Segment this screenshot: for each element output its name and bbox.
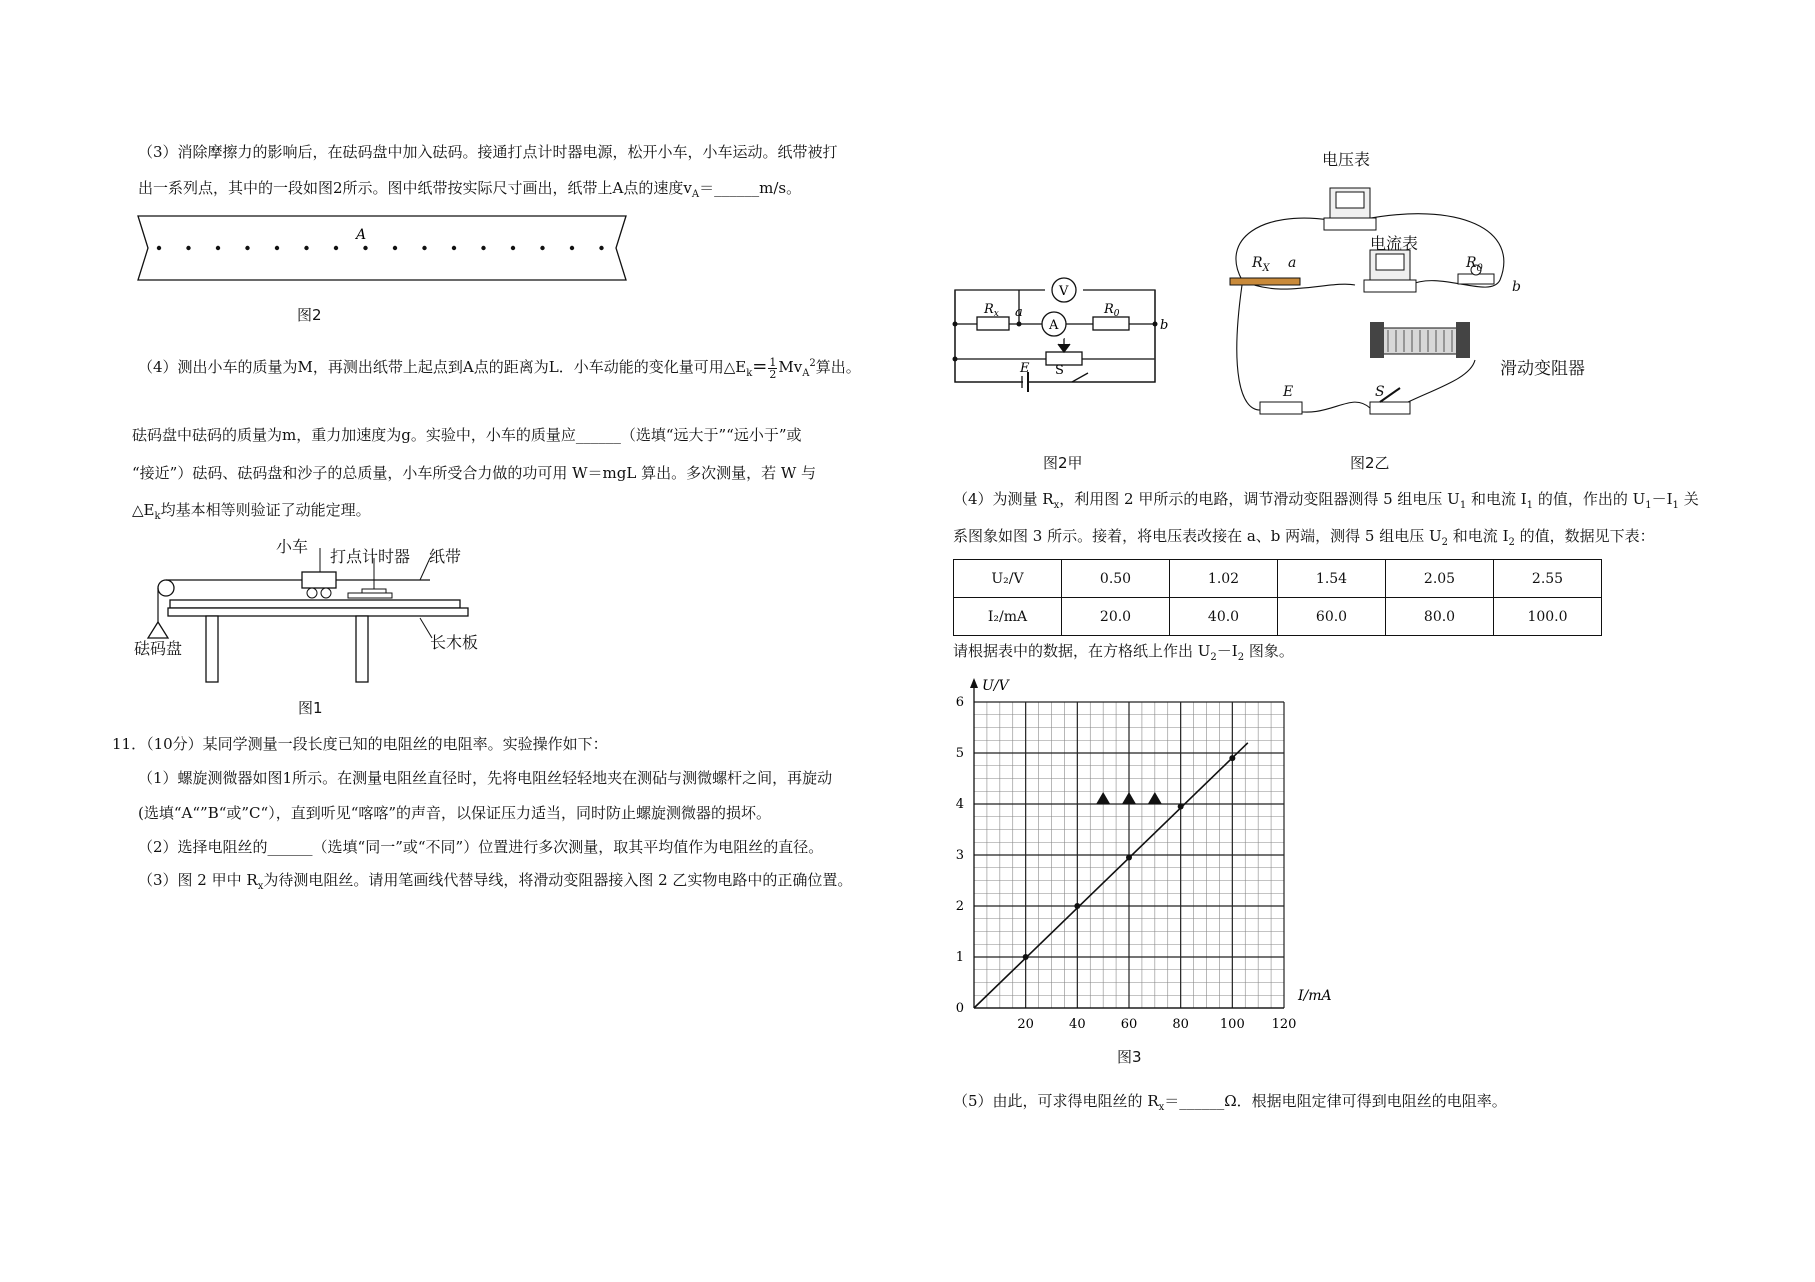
x-tick-label: 80 [1172, 1017, 1189, 1032]
y-tick-label: 5 [955, 746, 964, 761]
fig2b-b-label: b [1512, 279, 1521, 295]
y-tick-label: 3 [955, 848, 964, 863]
tape-dot [422, 246, 426, 250]
y-axis-arrow [970, 678, 978, 688]
tape-dot [334, 246, 338, 250]
table-cell: 1.02 [1170, 560, 1278, 598]
table-cell: 0.50 [1062, 560, 1170, 598]
tape-dot [599, 246, 603, 250]
x-tick-label: 20 [1017, 1017, 1034, 1032]
left-p4-line4: $\triangle E_k$均基本相等则验证了动能定理。 [132, 501, 371, 522]
tape-dot [452, 246, 456, 250]
paper-tape-figure [132, 214, 627, 282]
x-tick-label: 40 [1069, 1017, 1086, 1032]
table-row [954, 560, 1602, 598]
fig2a-circuit [950, 272, 1170, 422]
chart-y-axis-label: U/V [982, 678, 1009, 694]
fig1-label-board: 长木板 [430, 633, 479, 652]
fig2b-s-label: S [1375, 384, 1385, 400]
chart-x-axis-label: I/mA [1298, 988, 1332, 1004]
circuit-rx-label: $R_x$ [984, 302, 999, 319]
right-p4-line1: （4）为测量 $R_x$，利用图 2 甲所示的电路，调节滑动变阻器测得 5 组电压 $U_1$ 和电流 $I_1$ 的值，作出的 $U_1-I_1$ 关 [953, 490, 1699, 511]
table-cell: 2.05 [1386, 560, 1494, 598]
left-p3-line1: （3）消除摩擦力的影响后，在砝码盘中加入砝码。接通打点计时器电源，松开小车，小车运动。纸带被打 [138, 143, 838, 161]
circuit-voltmeter-label: V [1059, 284, 1069, 299]
fig2b-e-label: E [1283, 384, 1294, 400]
table-cell: 20.0 [1062, 598, 1170, 636]
fig1-caption: 图1 [298, 699, 323, 717]
left-p4-line2: 砝码盘中砝码的质量为m，重力加速度为g。实验中，小车的质量应______（选填“远大于”“远小于”或 [132, 426, 802, 444]
fig2a-caption: 图2甲 [1043, 454, 1083, 472]
table-cell: I₂/mA [954, 598, 1062, 636]
fig1-label-tape: 纸带 [429, 547, 462, 566]
data-table [953, 559, 1602, 636]
triangle-marker [1148, 792, 1162, 804]
q11-line3: (选填“A“”B“或”C“），直到听见“喀喀”的声音，以保证压力适当，同时防止螺旋测微器的损坏。 [138, 804, 772, 822]
fig2b-rheostat-label: 滑动变阻器 [1500, 359, 1585, 379]
tape-dot [393, 246, 397, 250]
tape-dot [216, 246, 220, 250]
table-cell: 80.0 [1386, 598, 1494, 636]
triangle-marker [1096, 792, 1110, 804]
y-tick-label: 1 [955, 950, 964, 965]
circuit-ammeter-label: A [1049, 318, 1059, 333]
tape-dot [304, 246, 308, 250]
circuit-e-label: E [1020, 361, 1030, 376]
q11-line2: （1）螺旋测微器如图1所示。在测量电阻丝直径时，先将电阻丝轻轻地夹在测砧与测微螺杆之间，再旋动 [138, 769, 833, 787]
tape-dot [511, 246, 515, 250]
fig2b-ammeter-label: 电流表 [1370, 234, 1419, 253]
fig2b-r0-label: $R_0$ [1466, 255, 1483, 274]
right-p5: （5）由此，可求得电阻丝的 $R_x=\_\_\_\_\_\_\Omega$．根据电阻定律可得到电阻丝的电阻率。 [953, 1092, 1507, 1113]
left-p3-line2: 出一系列点，其中的一段如图2所示。图中纸带按实际尺寸画出，纸带上A点的速度$v_A=\_\_\_\_\_\_m/s$。 [138, 179, 802, 200]
y-tick-label: 6 [955, 695, 964, 710]
table-cell: U₂/V [954, 560, 1062, 598]
y-tick-label: 2 [955, 899, 964, 914]
table-cell: 100.0 [1494, 598, 1602, 636]
tape-dot [275, 246, 279, 250]
data-point [1178, 804, 1184, 810]
tape-dot [540, 246, 544, 250]
table-cell: 1.54 [1278, 560, 1386, 598]
triangle-marker [1122, 792, 1136, 804]
tape-dots [157, 246, 604, 250]
data-point [1229, 755, 1235, 761]
fig1-label-pan: 砝码盘 [134, 639, 183, 658]
fig3-chart [950, 670, 1340, 1045]
table-cell: 2.55 [1494, 560, 1602, 598]
tape-dot [570, 246, 574, 250]
q11-line4: （2）选择电阻丝的______（选填“同一”或“不同”）位置进行多次测量，取其平均值作为电阻丝的直径。 [138, 838, 824, 856]
fig2-left-caption: 图2 [297, 306, 322, 324]
fig1-label-cart: 小车 [276, 537, 309, 556]
y-tick-label: 4 [955, 797, 964, 812]
q11-line1: 11．（10分）某同学测量一段长度已知的电阻丝的电阻率。实验操作如下： [112, 735, 608, 753]
left-p4-line3: “接近”）砝码、砝码盘和沙子的总质量，小车所受合力做的功可用 W＝mgL 算出。多次测量，若 W 与 [132, 464, 817, 482]
fig2b-a-label: a [1288, 255, 1297, 271]
circuit-s-label: S [1055, 363, 1064, 378]
right-p4-line2: 系图象如图 3 所示。接着，将电压表改接在 a、b 两端，测得 5 组电压 $U_2$ 和电流 $I_2$ 的值，数据见下表： [953, 527, 1655, 548]
fig1-label-timer: 打点计时器 [330, 547, 411, 566]
table-row [954, 598, 1602, 636]
y-tick-label: 0 [955, 1001, 964, 1016]
tape-dot [186, 246, 190, 250]
tape-dot [481, 246, 485, 250]
fig2b-rx-label: $R_X$ [1252, 255, 1270, 274]
fig2b-voltmeter-label: 电压表 [1322, 150, 1371, 169]
q11-line5: （3）图 2 甲中 $R_x$为待测电阻丝。请用笔画线代替导线，将滑动变阻器接入图 2 乙实物电路中的正确位置。 [138, 871, 853, 892]
tape-dot [245, 246, 249, 250]
data-point [1074, 903, 1080, 909]
after-table-text: 请根据表中的数据，在方格纸上作出 $U_2-I_2$ 图象。 [953, 642, 1294, 663]
table-cell: 60.0 [1278, 598, 1386, 636]
tape-point-label: A [356, 227, 367, 243]
x-tick-label: 120 [1271, 1017, 1297, 1032]
table-cell: 40.0 [1170, 598, 1278, 636]
x-tick-label: 100 [1219, 1017, 1245, 1032]
fig2b-caption: 图2乙 [1350, 454, 1390, 472]
tape-dot [363, 246, 367, 250]
fig3-caption: 图3 [1117, 1048, 1142, 1066]
circuit-r0-label: $R_0$ [1104, 302, 1120, 319]
circuit-a-label: a [1015, 305, 1023, 320]
circuit-b-label: b [1160, 318, 1169, 333]
x-tick-label: 60 [1120, 1017, 1138, 1032]
left-p4-line1: （4）测出小车的质量为M，再测出纸带上起点到A点的距离为L．小车动能的变化量可用$\triangle E_k=$ $\frac{1}{2}$ $Mv_A^2$算出。 [138, 355, 861, 381]
tape-dot [157, 246, 161, 250]
data-point [1126, 855, 1132, 861]
data-point [1023, 954, 1029, 960]
